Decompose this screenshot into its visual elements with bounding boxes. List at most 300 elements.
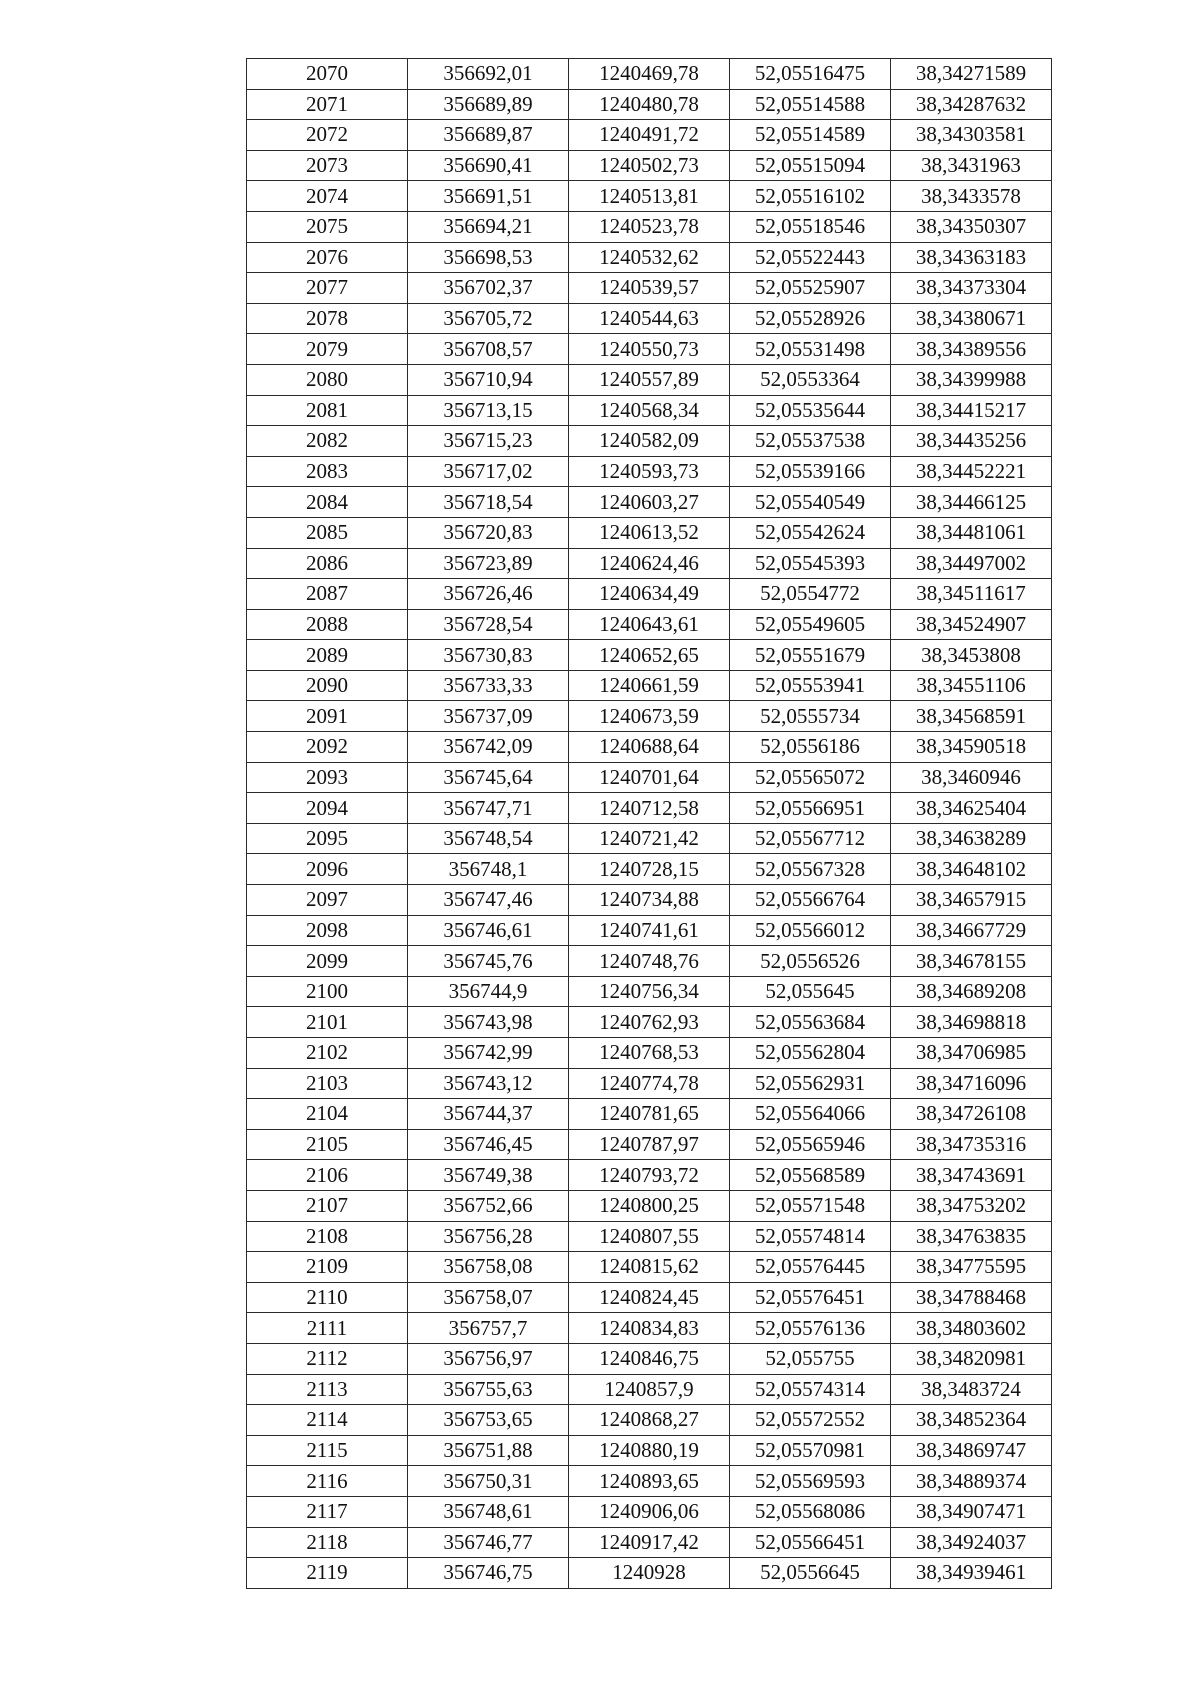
y-coordinate-cell: 1240673,59 xyxy=(569,701,730,732)
longitude-cell: 38,34788468 xyxy=(891,1282,1052,1313)
longitude-cell: 38,34590518 xyxy=(891,732,1052,763)
point-number-cell: 2071 xyxy=(247,89,408,120)
table-row xyxy=(247,609,1052,640)
point-number-cell: 2087 xyxy=(247,579,408,610)
table-row xyxy=(247,1190,1052,1221)
table-row xyxy=(247,1099,1052,1130)
longitude-cell: 38,34657915 xyxy=(891,885,1052,916)
table-row xyxy=(247,1374,1052,1405)
x-coordinate-cell: 356694,21 xyxy=(408,211,569,242)
latitude-cell: 52,05515094 xyxy=(730,150,891,181)
table-row xyxy=(247,1558,1052,1589)
longitude-cell: 38,34648102 xyxy=(891,854,1052,885)
longitude-cell: 38,34689208 xyxy=(891,976,1052,1007)
table-row xyxy=(247,762,1052,793)
latitude-cell: 52,05566764 xyxy=(730,885,891,916)
point-number-cell: 2092 xyxy=(247,732,408,763)
x-coordinate-cell: 356750,31 xyxy=(408,1466,569,1497)
y-coordinate-cell: 1240634,49 xyxy=(569,579,730,610)
table-row xyxy=(247,1405,1052,1436)
table-row xyxy=(247,1221,1052,1252)
y-coordinate-cell: 1240734,88 xyxy=(569,885,730,916)
x-coordinate-cell: 356723,89 xyxy=(408,548,569,579)
y-coordinate-cell: 1240643,61 xyxy=(569,609,730,640)
longitude-cell: 38,34568591 xyxy=(891,701,1052,732)
x-coordinate-cell: 356715,23 xyxy=(408,426,569,457)
table-row xyxy=(247,273,1052,304)
latitude-cell: 52,05531498 xyxy=(730,334,891,365)
latitude-cell: 52,05542624 xyxy=(730,517,891,548)
table-row xyxy=(247,364,1052,395)
x-coordinate-cell: 356748,61 xyxy=(408,1496,569,1527)
y-coordinate-cell: 1240661,59 xyxy=(569,670,730,701)
latitude-cell: 52,05576451 xyxy=(730,1282,891,1313)
y-coordinate-cell: 1240491,72 xyxy=(569,120,730,151)
x-coordinate-cell: 356746,45 xyxy=(408,1129,569,1160)
y-coordinate-cell: 1240774,78 xyxy=(569,1068,730,1099)
x-coordinate-cell: 356756,28 xyxy=(408,1221,569,1252)
y-coordinate-cell: 1240502,73 xyxy=(569,150,730,181)
y-coordinate-cell: 1240824,45 xyxy=(569,1282,730,1313)
y-coordinate-cell: 1240513,81 xyxy=(569,181,730,212)
latitude-cell: 52,05572552 xyxy=(730,1405,891,1436)
point-number-cell: 2111 xyxy=(247,1313,408,1344)
latitude-cell: 52,05566012 xyxy=(730,915,891,946)
longitude-cell: 38,34380671 xyxy=(891,303,1052,334)
table-row xyxy=(247,181,1052,212)
table-row xyxy=(247,1282,1052,1313)
table-row xyxy=(247,732,1052,763)
point-number-cell: 2097 xyxy=(247,885,408,916)
x-coordinate-cell: 356743,12 xyxy=(408,1068,569,1099)
longitude-cell: 38,34287632 xyxy=(891,89,1052,120)
latitude-cell: 52,05566451 xyxy=(730,1527,891,1558)
longitude-cell: 38,34939461 xyxy=(891,1558,1052,1589)
y-coordinate-cell: 1240532,62 xyxy=(569,242,730,273)
latitude-cell: 52,05522443 xyxy=(730,242,891,273)
x-coordinate-cell: 356756,97 xyxy=(408,1343,569,1374)
table-row xyxy=(247,59,1052,90)
table-row xyxy=(247,89,1052,120)
y-coordinate-cell: 1240701,64 xyxy=(569,762,730,793)
latitude-cell: 52,0556645 xyxy=(730,1558,891,1589)
table-row xyxy=(247,548,1052,579)
x-coordinate-cell: 356745,64 xyxy=(408,762,569,793)
longitude-cell: 38,34735316 xyxy=(891,1129,1052,1160)
x-coordinate-cell: 356753,65 xyxy=(408,1405,569,1436)
x-coordinate-cell: 356746,77 xyxy=(408,1527,569,1558)
y-coordinate-cell: 1240815,62 xyxy=(569,1252,730,1283)
latitude-cell: 52,0554772 xyxy=(730,579,891,610)
table-row xyxy=(247,487,1052,518)
table-row xyxy=(247,1527,1052,1558)
table-row xyxy=(247,120,1052,151)
y-coordinate-cell: 1240868,27 xyxy=(569,1405,730,1436)
latitude-cell: 52,05567712 xyxy=(730,823,891,854)
longitude-cell: 38,34706985 xyxy=(891,1038,1052,1069)
latitude-cell: 52,0553364 xyxy=(730,364,891,395)
longitude-cell: 38,34852364 xyxy=(891,1405,1052,1436)
longitude-cell: 38,34743691 xyxy=(891,1160,1052,1191)
point-number-cell: 2096 xyxy=(247,854,408,885)
x-coordinate-cell: 356713,15 xyxy=(408,395,569,426)
x-coordinate-cell: 356689,87 xyxy=(408,120,569,151)
longitude-cell: 38,34466125 xyxy=(891,487,1052,518)
y-coordinate-cell: 1240917,42 xyxy=(569,1527,730,1558)
x-coordinate-cell: 356689,89 xyxy=(408,89,569,120)
latitude-cell: 52,05540549 xyxy=(730,487,891,518)
longitude-cell: 38,34524907 xyxy=(891,609,1052,640)
y-coordinate-cell: 1240857,9 xyxy=(569,1374,730,1405)
latitude-cell: 52,05576445 xyxy=(730,1252,891,1283)
latitude-cell: 52,05562804 xyxy=(730,1038,891,1069)
x-coordinate-cell: 356758,08 xyxy=(408,1252,569,1283)
x-coordinate-cell: 356692,01 xyxy=(408,59,569,90)
x-coordinate-cell: 356748,1 xyxy=(408,854,569,885)
table-row xyxy=(247,1435,1052,1466)
point-number-cell: 2098 xyxy=(247,915,408,946)
longitude-cell: 38,34625404 xyxy=(891,793,1052,824)
latitude-cell: 52,05525907 xyxy=(730,273,891,304)
longitude-cell: 38,34803602 xyxy=(891,1313,1052,1344)
y-coordinate-cell: 1240762,93 xyxy=(569,1007,730,1038)
point-number-cell: 2110 xyxy=(247,1282,408,1313)
longitude-cell: 38,34551106 xyxy=(891,670,1052,701)
longitude-cell: 38,34869747 xyxy=(891,1435,1052,1466)
longitude-cell: 38,34726108 xyxy=(891,1099,1052,1130)
table-row xyxy=(247,426,1052,457)
latitude-cell: 52,05518546 xyxy=(730,211,891,242)
y-coordinate-cell: 1240544,63 xyxy=(569,303,730,334)
longitude-cell: 38,3483724 xyxy=(891,1374,1052,1405)
latitude-cell: 52,05563684 xyxy=(730,1007,891,1038)
x-coordinate-cell: 356758,07 xyxy=(408,1282,569,1313)
table-row xyxy=(247,303,1052,334)
y-coordinate-cell: 1240568,34 xyxy=(569,395,730,426)
table-row xyxy=(247,946,1052,977)
point-number-cell: 2107 xyxy=(247,1190,408,1221)
longitude-cell: 38,34271589 xyxy=(891,59,1052,90)
point-number-cell: 2084 xyxy=(247,487,408,518)
table-row xyxy=(247,976,1052,1007)
x-coordinate-cell: 356749,38 xyxy=(408,1160,569,1191)
longitude-cell: 38,34350307 xyxy=(891,211,1052,242)
longitude-cell: 38,34452221 xyxy=(891,456,1052,487)
y-coordinate-cell: 1240480,78 xyxy=(569,89,730,120)
latitude-cell: 52,05574314 xyxy=(730,1374,891,1405)
coordinates-table xyxy=(246,58,1052,1589)
longitude-cell: 38,34716096 xyxy=(891,1068,1052,1099)
x-coordinate-cell: 356743,98 xyxy=(408,1007,569,1038)
latitude-cell: 52,05571548 xyxy=(730,1190,891,1221)
latitude-cell: 52,05537538 xyxy=(730,426,891,457)
latitude-cell: 52,05568086 xyxy=(730,1496,891,1527)
longitude-cell: 38,34775595 xyxy=(891,1252,1052,1283)
table-row xyxy=(247,579,1052,610)
longitude-cell: 38,34638289 xyxy=(891,823,1052,854)
coordinates-table-body xyxy=(247,59,1052,1589)
y-coordinate-cell: 1240728,15 xyxy=(569,854,730,885)
point-number-cell: 2113 xyxy=(247,1374,408,1405)
x-coordinate-cell: 356742,99 xyxy=(408,1038,569,1069)
y-coordinate-cell: 1240712,58 xyxy=(569,793,730,824)
x-coordinate-cell: 356710,94 xyxy=(408,364,569,395)
latitude-cell: 52,05516475 xyxy=(730,59,891,90)
point-number-cell: 2088 xyxy=(247,609,408,640)
point-number-cell: 2070 xyxy=(247,59,408,90)
y-coordinate-cell: 1240624,46 xyxy=(569,548,730,579)
longitude-cell: 38,34763835 xyxy=(891,1221,1052,1252)
table-row xyxy=(247,915,1052,946)
y-coordinate-cell: 1240793,72 xyxy=(569,1160,730,1191)
longitude-cell: 38,34667729 xyxy=(891,915,1052,946)
x-coordinate-cell: 356728,54 xyxy=(408,609,569,640)
table-row xyxy=(247,1007,1052,1038)
longitude-cell: 38,34889374 xyxy=(891,1466,1052,1497)
y-coordinate-cell: 1240807,55 xyxy=(569,1221,730,1252)
latitude-cell: 52,05564066 xyxy=(730,1099,891,1130)
x-coordinate-cell: 356744,9 xyxy=(408,976,569,1007)
point-number-cell: 2094 xyxy=(247,793,408,824)
point-number-cell: 2108 xyxy=(247,1221,408,1252)
y-coordinate-cell: 1240928 xyxy=(569,1558,730,1589)
longitude-cell: 38,34389556 xyxy=(891,334,1052,365)
y-coordinate-cell: 1240593,73 xyxy=(569,456,730,487)
y-coordinate-cell: 1240846,75 xyxy=(569,1343,730,1374)
longitude-cell: 38,34511617 xyxy=(891,579,1052,610)
latitude-cell: 52,055755 xyxy=(730,1343,891,1374)
latitude-cell: 52,0556186 xyxy=(730,732,891,763)
point-number-cell: 2077 xyxy=(247,273,408,304)
table-row xyxy=(247,885,1052,916)
point-number-cell: 2079 xyxy=(247,334,408,365)
longitude-cell: 38,34698818 xyxy=(891,1007,1052,1038)
y-coordinate-cell: 1240748,76 xyxy=(569,946,730,977)
latitude-cell: 52,05516102 xyxy=(730,181,891,212)
x-coordinate-cell: 356752,66 xyxy=(408,1190,569,1221)
x-coordinate-cell: 356733,33 xyxy=(408,670,569,701)
table-row xyxy=(247,1313,1052,1344)
x-coordinate-cell: 356708,57 xyxy=(408,334,569,365)
table-row xyxy=(247,1160,1052,1191)
point-number-cell: 2085 xyxy=(247,517,408,548)
x-coordinate-cell: 356730,83 xyxy=(408,640,569,671)
table-row xyxy=(247,1252,1052,1283)
latitude-cell: 52,05570981 xyxy=(730,1435,891,1466)
longitude-cell: 38,3433578 xyxy=(891,181,1052,212)
point-number-cell: 2099 xyxy=(247,946,408,977)
y-coordinate-cell: 1240721,42 xyxy=(569,823,730,854)
latitude-cell: 52,05539166 xyxy=(730,456,891,487)
y-coordinate-cell: 1240800,25 xyxy=(569,1190,730,1221)
latitude-cell: 52,05514588 xyxy=(730,89,891,120)
point-number-cell: 2100 xyxy=(247,976,408,1007)
x-coordinate-cell: 356751,88 xyxy=(408,1435,569,1466)
point-number-cell: 2078 xyxy=(247,303,408,334)
latitude-cell: 52,05566951 xyxy=(730,793,891,824)
latitude-cell: 52,05562931 xyxy=(730,1068,891,1099)
point-number-cell: 2115 xyxy=(247,1435,408,1466)
x-coordinate-cell: 356744,37 xyxy=(408,1099,569,1130)
point-number-cell: 2116 xyxy=(247,1466,408,1497)
x-coordinate-cell: 356720,83 xyxy=(408,517,569,548)
table-row xyxy=(247,334,1052,365)
latitude-cell: 52,05568589 xyxy=(730,1160,891,1191)
latitude-cell: 52,05576136 xyxy=(730,1313,891,1344)
x-coordinate-cell: 356747,71 xyxy=(408,793,569,824)
latitude-cell: 52,055645 xyxy=(730,976,891,1007)
x-coordinate-cell: 356698,53 xyxy=(408,242,569,273)
x-coordinate-cell: 356747,46 xyxy=(408,885,569,916)
longitude-cell: 38,34924037 xyxy=(891,1527,1052,1558)
y-coordinate-cell: 1240834,83 xyxy=(569,1313,730,1344)
x-coordinate-cell: 356726,46 xyxy=(408,579,569,610)
table-row xyxy=(247,242,1052,273)
latitude-cell: 52,05574814 xyxy=(730,1221,891,1252)
latitude-cell: 52,05514589 xyxy=(730,120,891,151)
table-row xyxy=(247,1343,1052,1374)
y-coordinate-cell: 1240613,52 xyxy=(569,517,730,548)
point-number-cell: 2076 xyxy=(247,242,408,273)
point-number-cell: 2112 xyxy=(247,1343,408,1374)
longitude-cell: 38,34399988 xyxy=(891,364,1052,395)
latitude-cell: 52,05535644 xyxy=(730,395,891,426)
point-number-cell: 2072 xyxy=(247,120,408,151)
latitude-cell: 52,05569593 xyxy=(730,1466,891,1497)
table-row xyxy=(247,1129,1052,1160)
point-number-cell: 2074 xyxy=(247,181,408,212)
latitude-cell: 52,0555734 xyxy=(730,701,891,732)
x-coordinate-cell: 356702,37 xyxy=(408,273,569,304)
latitude-cell: 52,05567328 xyxy=(730,854,891,885)
y-coordinate-cell: 1240550,73 xyxy=(569,334,730,365)
y-coordinate-cell: 1240652,65 xyxy=(569,640,730,671)
latitude-cell: 52,05565946 xyxy=(730,1129,891,1160)
point-number-cell: 2102 xyxy=(247,1038,408,1069)
y-coordinate-cell: 1240523,78 xyxy=(569,211,730,242)
y-coordinate-cell: 1240688,64 xyxy=(569,732,730,763)
point-number-cell: 2109 xyxy=(247,1252,408,1283)
longitude-cell: 38,34497002 xyxy=(891,548,1052,579)
table-row xyxy=(247,854,1052,885)
y-coordinate-cell: 1240768,53 xyxy=(569,1038,730,1069)
x-coordinate-cell: 356737,09 xyxy=(408,701,569,732)
latitude-cell: 52,05545393 xyxy=(730,548,891,579)
table-row xyxy=(247,1496,1052,1527)
point-number-cell: 2119 xyxy=(247,1558,408,1589)
point-number-cell: 2080 xyxy=(247,364,408,395)
table-row xyxy=(247,640,1052,671)
point-number-cell: 2086 xyxy=(247,548,408,579)
longitude-cell: 38,34907471 xyxy=(891,1496,1052,1527)
point-number-cell: 2104 xyxy=(247,1099,408,1130)
longitude-cell: 38,34678155 xyxy=(891,946,1052,977)
latitude-cell: 52,05565072 xyxy=(730,762,891,793)
latitude-cell: 52,05528926 xyxy=(730,303,891,334)
table-row xyxy=(247,823,1052,854)
x-coordinate-cell: 356691,51 xyxy=(408,181,569,212)
y-coordinate-cell: 1240539,57 xyxy=(569,273,730,304)
latitude-cell: 52,05549605 xyxy=(730,609,891,640)
y-coordinate-cell: 1240741,61 xyxy=(569,915,730,946)
table-row xyxy=(247,517,1052,548)
longitude-cell: 38,34363183 xyxy=(891,242,1052,273)
point-number-cell: 2082 xyxy=(247,426,408,457)
point-number-cell: 2083 xyxy=(247,456,408,487)
x-coordinate-cell: 356746,61 xyxy=(408,915,569,946)
y-coordinate-cell: 1240781,65 xyxy=(569,1099,730,1130)
table-row xyxy=(247,211,1052,242)
x-coordinate-cell: 356718,54 xyxy=(408,487,569,518)
point-number-cell: 2081 xyxy=(247,395,408,426)
y-coordinate-cell: 1240603,27 xyxy=(569,487,730,518)
table-row xyxy=(247,793,1052,824)
point-number-cell: 2106 xyxy=(247,1160,408,1191)
y-coordinate-cell: 1240787,97 xyxy=(569,1129,730,1160)
table-row xyxy=(247,670,1052,701)
x-coordinate-cell: 356757,7 xyxy=(408,1313,569,1344)
table-row xyxy=(247,1038,1052,1069)
table-row xyxy=(247,1466,1052,1497)
x-coordinate-cell: 356745,76 xyxy=(408,946,569,977)
y-coordinate-cell: 1240582,09 xyxy=(569,426,730,457)
y-coordinate-cell: 1240557,89 xyxy=(569,364,730,395)
x-coordinate-cell: 356746,75 xyxy=(408,1558,569,1589)
y-coordinate-cell: 1240469,78 xyxy=(569,59,730,90)
longitude-cell: 38,3460946 xyxy=(891,762,1052,793)
longitude-cell: 38,34303581 xyxy=(891,120,1052,151)
point-number-cell: 2075 xyxy=(247,211,408,242)
longitude-cell: 38,3431963 xyxy=(891,150,1052,181)
y-coordinate-cell: 1240906,06 xyxy=(569,1496,730,1527)
y-coordinate-cell: 1240880,19 xyxy=(569,1435,730,1466)
table-row xyxy=(247,1068,1052,1099)
x-coordinate-cell: 356742,09 xyxy=(408,732,569,763)
longitude-cell: 38,34415217 xyxy=(891,395,1052,426)
latitude-cell: 52,0556526 xyxy=(730,946,891,977)
point-number-cell: 2093 xyxy=(247,762,408,793)
table-row xyxy=(247,150,1052,181)
point-number-cell: 2101 xyxy=(247,1007,408,1038)
point-number-cell: 2105 xyxy=(247,1129,408,1160)
y-coordinate-cell: 1240756,34 xyxy=(569,976,730,1007)
x-coordinate-cell: 356705,72 xyxy=(408,303,569,334)
latitude-cell: 52,05553941 xyxy=(730,670,891,701)
longitude-cell: 38,34435256 xyxy=(891,426,1052,457)
point-number-cell: 2090 xyxy=(247,670,408,701)
table-row xyxy=(247,456,1052,487)
table-row xyxy=(247,701,1052,732)
point-number-cell: 2089 xyxy=(247,640,408,671)
longitude-cell: 38,3453808 xyxy=(891,640,1052,671)
table-row xyxy=(247,395,1052,426)
longitude-cell: 38,34753202 xyxy=(891,1190,1052,1221)
point-number-cell: 2095 xyxy=(247,823,408,854)
point-number-cell: 2103 xyxy=(247,1068,408,1099)
x-coordinate-cell: 356690,41 xyxy=(408,150,569,181)
longitude-cell: 38,34481061 xyxy=(891,517,1052,548)
point-number-cell: 2117 xyxy=(247,1496,408,1527)
longitude-cell: 38,34373304 xyxy=(891,273,1052,304)
y-coordinate-cell: 1240893,65 xyxy=(569,1466,730,1497)
point-number-cell: 2073 xyxy=(247,150,408,181)
x-coordinate-cell: 356717,02 xyxy=(408,456,569,487)
point-number-cell: 2118 xyxy=(247,1527,408,1558)
latitude-cell: 52,05551679 xyxy=(730,640,891,671)
point-number-cell: 2091 xyxy=(247,701,408,732)
longitude-cell: 38,34820981 xyxy=(891,1343,1052,1374)
point-number-cell: 2114 xyxy=(247,1405,408,1436)
